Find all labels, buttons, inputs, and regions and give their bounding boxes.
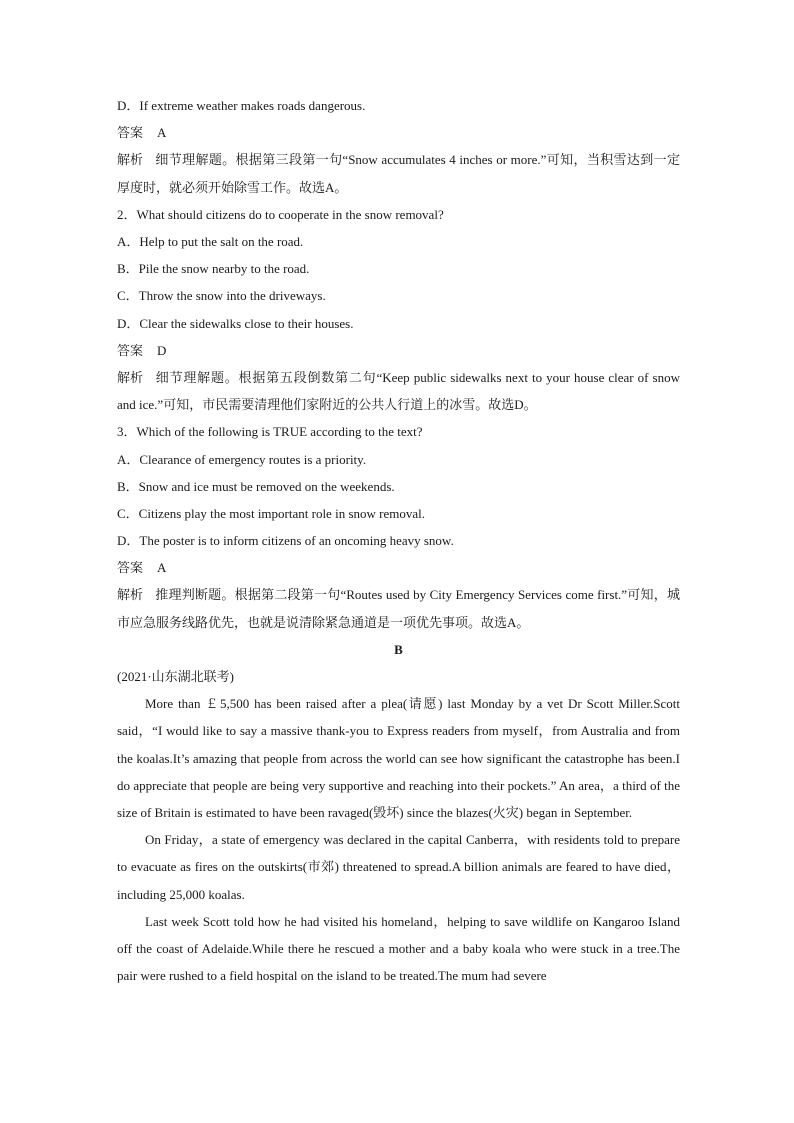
- explain-text: 推理判断题。根据第二段第一句“Routes used by City Emergency Services come first.”可知，城市应急服务线路优先，也就是说清除紧急通道是一项优先事项。故选A。: [117, 587, 680, 630]
- section-title: B: [394, 641, 403, 657]
- q3-option-b: B．Snow and ice must be removed on the weekends.: [117, 478, 395, 494]
- q3-question: 3．Which of the following is TRUE according to the text?: [117, 424, 423, 440]
- answer-value: A: [157, 560, 167, 576]
- explain-label: 解析: [117, 369, 144, 385]
- q2-option-a: A．Help to put the salt on the road.: [117, 233, 304, 249]
- explain-text: 细节理解题。根据第五段倒数第二句“Keep public sidewalks next to your house clear of snow and ice.”可知，市民需要清理他们家附近的公共人行道上的冰雪。故选D。: [117, 369, 680, 413]
- q1-option-d: D．If extreme weather makes roads dangerous.: [117, 98, 366, 113]
- q2-answer: [117, 337, 680, 364]
- q2-option-d: D．Clear the sidewalks close to their houses.: [117, 315, 354, 331]
- passage-source: (2021·山东湖北联考): [117, 669, 234, 685]
- q1-answer: [117, 119, 680, 146]
- explain-text: 细节理解题。根据第三段第一句“Snow accumulates 4 inches or more.”可知，当积雪达到一定厚度时，就必须开始除雪工作。故选A。: [117, 152, 680, 195]
- q2-option-c: C．Throw the snow into the driveways.: [117, 288, 326, 304]
- q3-explanation: [117, 581, 680, 635]
- answer-value: A: [157, 125, 167, 141]
- document-page: [117, 92, 680, 989]
- q3-option-c: C．Citizens play the most important role in snow removal.: [117, 505, 425, 521]
- q2-explanation: [117, 364, 680, 418]
- explain-label: 解析: [117, 152, 144, 168]
- answer-value: D: [157, 342, 167, 358]
- q3-option-d: D．The poster is to inform citizens of an oncoming heavy snow.: [117, 533, 454, 549]
- passage-paragraph-2: On Friday，a state of emergency was declared in the capital Canberra，with residents told to prepare to evacuate as fires on the outskirts(市郊) threatened to spread.A billion animals are feared to have died，including 25,000 koalas.: [117, 832, 680, 902]
- answer-label: 答案: [117, 342, 144, 358]
- q2-option-b: B．Pile the snow nearby to the road.: [117, 261, 310, 277]
- passage-paragraph-1: More than ￡5,500 has been raised after a plea(请愿) last Monday by a vet Dr Scott Miller.Scott said，“I would like to say a massive thank-you to Express readers from myself，from Australia and from the koalas.It’s amazing that people from across the world can see how significant the catastrophe has been.I do appreciate that people are being very supportive and reaching into their pockets.” An area，a third of the size of Britain is estimated to have been ravaged(毁坏) since the blazes(火灾) began in September.: [117, 696, 681, 821]
- q3-option-a: A．Clearance of emergency routes is a priority.: [117, 451, 367, 467]
- answer-label: 答案: [117, 125, 144, 141]
- q2-question: 2．What should citizens do to cooperate in the snow removal?: [117, 206, 444, 222]
- answer-label: 答案: [117, 560, 144, 576]
- q3-answer: [117, 554, 680, 581]
- passage-paragraph-3: Last week Scott told how he had visited his homeland，helping to save wildlife on Kangaroo Island off the coast of Adelaide.While there he rescued a mother and a baby koala who were stuck in a tree.The pair were rushed to a field hospital on the island to be treated.The mum had severe: [117, 913, 680, 984]
- q1-explanation: [117, 146, 680, 200]
- explain-label: 解析: [117, 587, 144, 603]
